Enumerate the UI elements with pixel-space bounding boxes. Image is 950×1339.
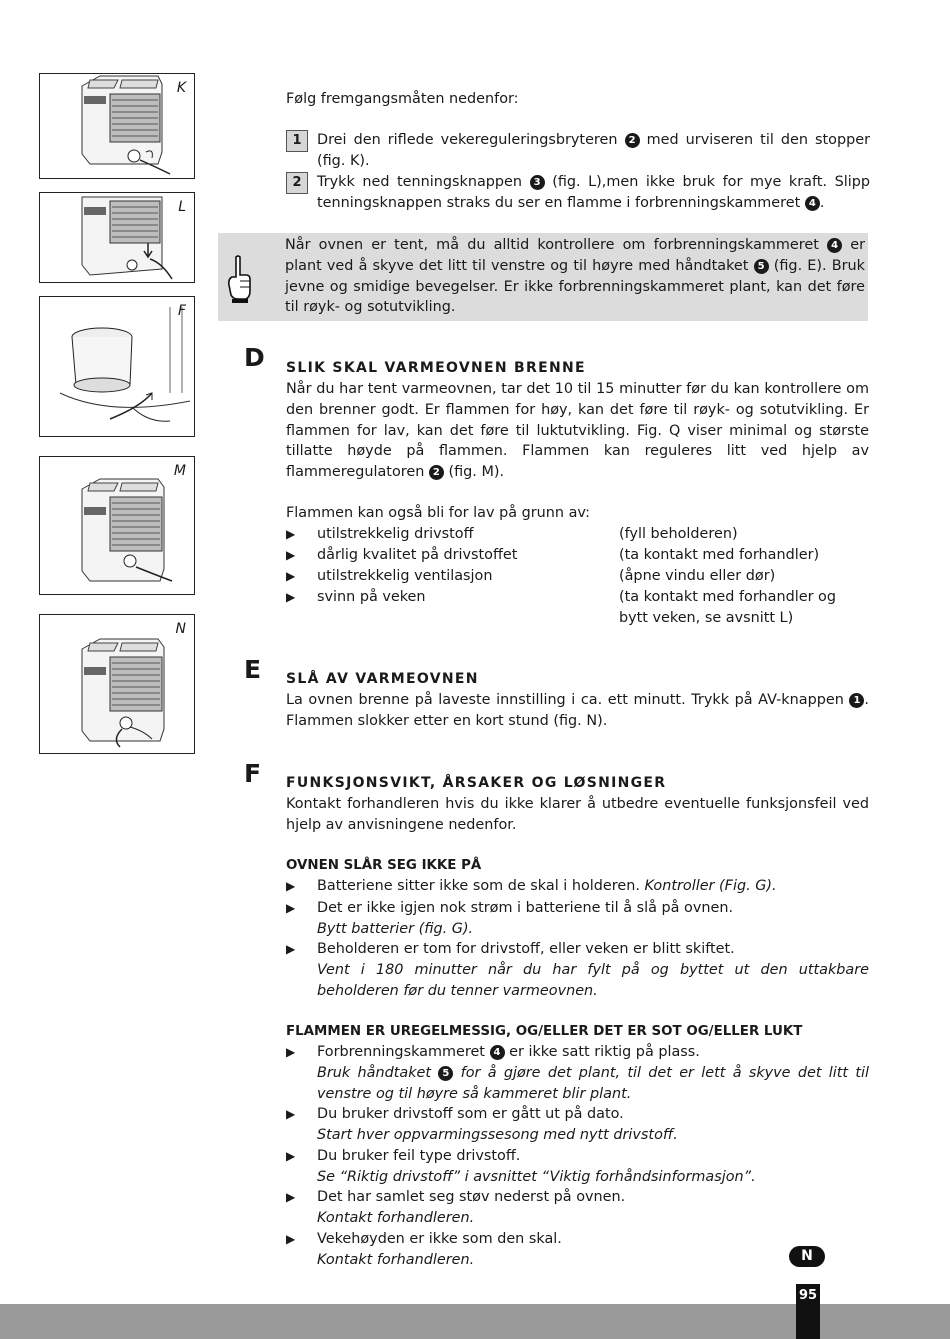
step-text: Drei den riflede vekereguleringsbryteren 2 med urviseren til den stopper (fig. K).: [317, 132, 871, 169]
subsection-title: OVNEN SLÅR SEG IKKE PÅ: [286, 858, 482, 873]
heater-illustration-icon: [40, 615, 194, 753]
figure-n: [39, 614, 195, 754]
list-item: ▶ Du bruker drivstoff som er gått ut på dato. Start hver oppvarmingssesong med nytt drivstoff.: [286, 1106, 678, 1143]
heater-illustration-icon: [40, 193, 194, 282]
bullet-arrow-icon: ▶: [286, 1149, 296, 1163]
burner-chamber-illustration-icon: [40, 297, 194, 436]
figure-m: [39, 456, 195, 595]
figure-label: N: [175, 621, 186, 637]
heater-illustration-icon: [40, 74, 194, 178]
section-title: SLIK SKAL VARMEOVNEN BRENNE: [286, 360, 586, 376]
list-item: ▶ Det er ikke igjen nok strøm i batteriene til å slå på ovnen. Bytt batterier (fig. G).: [286, 900, 734, 937]
section-paragraph: Kontakt forhandleren hvis du ikke klarer å utbedre eventuelle funksjonsfeil ved hjelp av anvisningene nedenfor.: [286, 796, 869, 833]
bullet-arrow-icon: ▶: [286, 1107, 296, 1121]
section-paragraph: La ovnen brenne på laveste innstilling i ca. ett minutt. Trykk på AV-knappen 1 . Flammen slokker etter en kort stund (fig. N).: [286, 692, 869, 729]
part-number-badge: 5: [754, 259, 769, 274]
part-number-badge: 2: [625, 133, 640, 148]
part-number-badge: 4: [805, 196, 820, 211]
pointing-hand-icon: [226, 255, 252, 303]
step-text: Trykk ned tenningsknappen 3 (fig. L),men ikke bruk for mye kraft. Slipp tenningsknappen straks du ser en flamme i forbrenningskammeret 4 .: [317, 174, 870, 211]
part-number-badge: 4: [827, 238, 842, 253]
list-item: ▶ Du bruker feil type drivstoff. Se “Riktig drivstoff” i avsnittet “Viktig forhåndsinformasjon”.: [286, 1148, 756, 1185]
section-letter: E: [244, 655, 262, 684]
section-title: SLÅ AV VARMEOVNEN: [286, 671, 479, 687]
part-number-badge: 1: [849, 693, 864, 708]
part-number-badge: 3: [530, 175, 545, 190]
part-number-badge: 5: [438, 1066, 453, 1081]
bullet-arrow-icon: ▶: [286, 942, 296, 956]
note-box: [218, 233, 868, 321]
heater-illustration-icon: [40, 457, 194, 594]
language-badge: N: [789, 1246, 825, 1267]
list-item: ▶ Batteriene sitter ikke som de skal i holderen. Kontroller (Fig. G).: [286, 876, 869, 897]
figure-label: L: [178, 199, 186, 215]
bullet-arrow-icon: ▶: [286, 527, 296, 541]
section-paragraph: Når du har tent varmeovnen, tar det 10 til 15 minutter før du kan kontrollere om den brenner godt. Er flammen for høy, kan det føre til røyk- og sotutvikling. Er flammen for lav, kan det føre til luktutvikling. Fig. Q viser minimal og største tillatte høyde på flammen. Flammen kan reguleres litt ved hjelp av flammeregulatoren 2 (fig. M).: [286, 381, 869, 481]
section-paragraph: Flammen kan også bli for lav på grunn av:: [286, 505, 590, 521]
step-number: 1: [286, 130, 308, 152]
list-item: ▶ Beholderen er tom for drivstoff, eller veken er blitt skiftet. Vent i 180 minutter når du har fylt på og byttet ut den uttakbare beholderen før du tenner varmeovnen.: [286, 941, 869, 999]
figure-k: [39, 73, 195, 179]
section-letter: F: [244, 759, 262, 788]
list-item: ▶ Forbrenningskammeret 4 er ikke satt riktig på plass. Bruk håndtaket 5 for å gjøre det plant, til det er lett å skyve det litt til venstre og til høyre så kammeret blir plant.: [286, 1044, 869, 1102]
intro-text: Følg fremgangsmåten nedenfor:: [286, 91, 519, 107]
subsection-title: FLAMMEN ER UREGELMESSIG, OG/ELLER DET ER SOT OG/ELLER LUKT: [286, 1024, 803, 1039]
step-1: [286, 130, 870, 172]
step-2: [286, 172, 870, 214]
bullet-arrow-icon: ▶: [286, 901, 296, 915]
section-title: FUNKSJONSVIKT, ÅRSAKER OG LØSNINGER: [286, 775, 667, 791]
list-item: ▶ Det har samlet seg støv nederst på ovnen. Kontakt forhandleren.: [286, 1189, 626, 1226]
bullet-arrow-icon: ▶: [286, 1045, 296, 1059]
part-number-badge: 2: [429, 465, 444, 480]
bullet-arrow-icon: ▶: [286, 548, 296, 562]
section-letter: D: [244, 343, 265, 372]
figure-label: F: [177, 303, 186, 319]
bullet-arrow-icon: ▶: [286, 879, 296, 893]
page-number: 95: [796, 1284, 820, 1339]
figure-l: [39, 192, 195, 283]
step-number: 2: [286, 172, 308, 194]
figure-label: M: [173, 463, 186, 479]
list-item: ▶ Vekehøyden er ikke som den skal. Kontakt forhandleren.: [286, 1231, 562, 1268]
bullet-arrow-icon: ▶: [286, 569, 296, 583]
figure-f: [39, 296, 195, 437]
part-number-badge: 4: [490, 1045, 505, 1060]
bullet-arrow-icon: ▶: [286, 590, 296, 604]
note-text: Når ovnen er tent, må du alltid kontrollere om forbrenningskammeret 4 er plant ved å skyve det litt til venstre og til høyre med håndtaket 5 (fig. E). Bruk jevne og smidige bevegelser. Er ikke forbrenningskammeret plant, kan det føre til røyk- og sotutvikling.: [285, 237, 866, 316]
bullet-arrow-icon: ▶: [286, 1232, 296, 1246]
bullet-arrow-icon: ▶: [286, 1190, 296, 1204]
figure-label: K: [176, 80, 186, 96]
